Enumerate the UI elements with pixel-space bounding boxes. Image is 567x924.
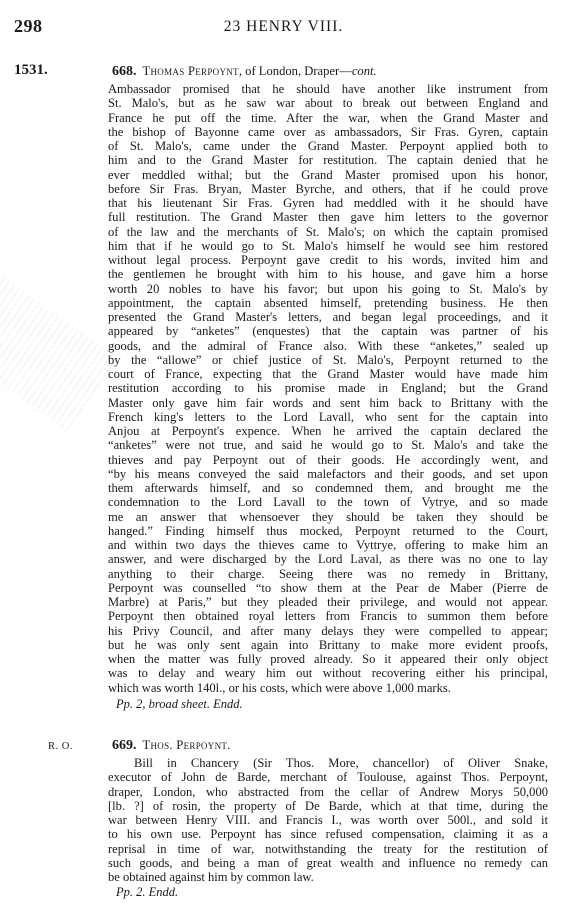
text-line: to his own use. Perpoynt has since refused compensation, claiming it as a [108,827,548,842]
text-line: appeared by “anketes” (enquestes) that the captain was partner of his [108,324,548,339]
text-line: of St. Malo's, came under the Grand Master. Perpoynt applied both to [108,139,548,153]
entry-669-heading [112,738,231,754]
text-line: when the matter was fully proved already. So it appeared their only object [108,652,548,666]
text-line: which was worth 140l., or his costs, which were above 1,000 marks. [108,680,451,695]
year-marginal: 1531. [14,62,48,78]
text-line: St. Malo's, but as he saw war about to break out between England and [108,96,548,111]
text-line: restitution according to his promise made in England; but the Grand [108,381,548,396]
text-line: French king's letters to the Lord Lavall, who sent for the captain into [108,409,548,424]
text-line: Ambassador promised that he should have another like instrument from [108,82,548,96]
text-line: the gentlemen he brought with him to his house, and gave him a horse [108,267,548,282]
text-line: war between Henry VIII. and Francis I., was worth over 500l., and sold it [108,813,548,827]
text-line: goods, and the admiral of France also. With these “anketes,” sealed up [108,338,548,353]
running-head: 23 HENRY VIII. [223,18,344,35]
text-line: full restitution. The Grand Master then gave him letters to the governor [108,210,548,225]
entry-name: Thos. Perpoynt. [142,738,231,752]
text-line: reprisal in time of war, notwithstanding the treaty for the restitution of [108,841,548,856]
text-line: his Privy Council, and after many delays they were compelled to appear; [108,623,548,638]
text-line: executor of John de Barde, merchant of Toulouse, against Thos. Perpoynt, [108,770,548,785]
text-line: Anjou at Perpoynt's expence. When he arrived the captain declared the [108,424,548,438]
text-line: the bishop of Bayonne came over as ambassadors, Sir Fras. Gyren, captain [108,124,548,139]
text-line: Bill in Chancery (Sir Thos. More, chancellor) of Oliver Snake, [134,756,548,770]
entry-668-heading [112,64,377,80]
entry-number: 669. [112,738,137,753]
text-line: condemnation to the Lord Lavall to the town of Vytrye, and so made [108,495,548,510]
text-line: thieves and pay Perpoynt out of their goods. He accordingly went, and [108,452,548,467]
text-line: [lb. ?] of rosin, the property of De Barde, which at that time, during the [108,798,548,813]
text-line: ever meddled withal; but the Grand Master promised upon his honor, [108,167,548,182]
entry-cont: cont. [351,64,377,78]
text-line: me an answer that whensoever they should be taken they should be [108,509,548,524]
text-line: them afterwards himself, and so condemned them, and brought me the [108,481,548,495]
text-line: France he put off the time. After the war, when the Grand Master and [108,110,548,125]
entry-name: Thomas Perpoynt [142,64,239,78]
text-line: was to delay and weary him out without recovering either his principal, [108,666,548,681]
text-line: him that if he would go to St. Malo's himself he would see him restored [108,238,548,253]
entry-668-text [108,82,548,695]
entry-668-note: Pp. 2, broad sheet. Endd. [116,697,243,711]
text-line: answer, and were discharged by the Lord Laval, as there was no one to lay [108,552,548,567]
text-line: hanged.” Finding himself thus mocked, Perpoynt returned to the Court, [108,523,548,538]
text-line: Marbre) at Paris,” but they pleaded their privilege, and would not appear. [108,595,548,609]
text-line: him and to the Grand Master for restitution. The captain denied that he [108,153,548,168]
entry-669-text [108,756,548,884]
margin-reference: R. O. [48,741,73,752]
text-line: Master only gave him fair words and sent him back to Brittany with the [108,395,548,410]
text-line: “anketes” were not true, and said he would go to St. Malo's and take the [108,438,548,453]
text-line: and within two days the thieves came to Vyttrye, offering to make him an [108,538,548,552]
faded-watermark [0,249,119,432]
text-line: anything to their charge. Seeing there was no remedy in Brittany, [108,566,548,581]
text-line: draper, London, who abstracted from the cellar of Andrew Morys 50,000 [108,784,548,799]
text-line: appointment, the captain absented himself, pretending business. He then [108,295,548,310]
text-line: court of France, expecting that the Grand Master would have made him [108,367,548,381]
text-line: before Sir Fras. Bryan, Master Byrche, and others, that if he could prove [108,181,548,196]
text-line: but he was only sent again into Brittany to make more evident proofs, [108,637,548,652]
text-line: “by his means conveyed the said malefactors and their goods, and set upon [108,466,548,481]
entry-669-note: Pp. 2. Endd. [116,885,179,899]
text-line: that his lieutenant Sir Fras. Gyren had meddled with it he should have [108,196,548,210]
text-line: such goods, and being a man of great wealth and influence no remedy can [108,855,548,870]
text-line: presented the Grand Master's letters, and began legal proceedings, and it [108,310,548,324]
page-number: 298 [14,16,43,36]
text-line: Perpoynt was counselled “to show them at the Pear de Maber (Pierre de [108,580,548,595]
entry-description: , of London, Draper— [238,64,352,78]
text-line: by the “allowe” or chief justice of St. Malo's, Perpoynt returned to the [108,352,548,367]
text-line: of the law and the merchants of St. Malo's; on which the captain promised [108,224,548,239]
text-line: be obtained against him by common law. [108,870,314,884]
text-line: worth 20 nobles to have his favor; but upon his going to St. Malo's by [108,281,548,296]
text-line: without legal process. Perpoynt gave credit to his words, invited him and [108,253,548,267]
entry-number: 668. [112,64,137,79]
text-line: Perpoynt then obtained royal letters from Francis to summon them before [108,609,548,624]
